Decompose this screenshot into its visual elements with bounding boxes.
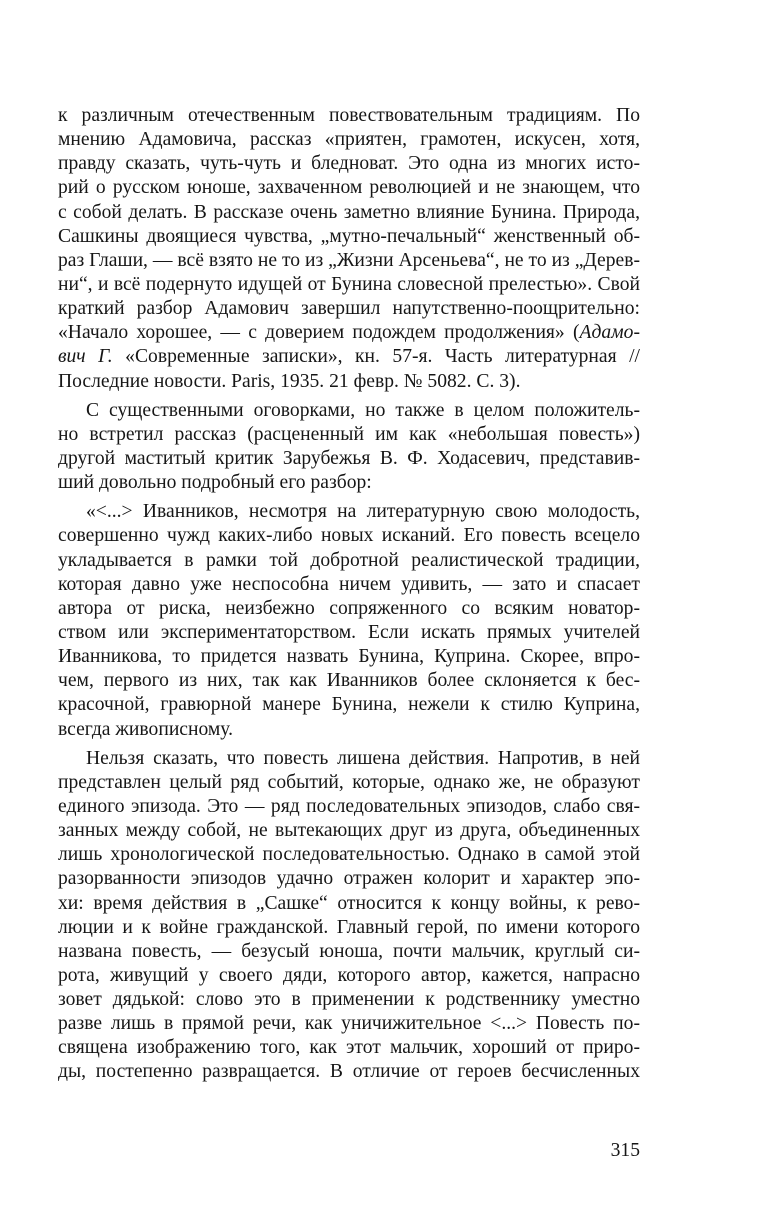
page-body	[58, 104, 640, 1085]
text-line: ший довольно подробный его разбор:	[58, 472, 372, 494]
text-line: лишь хронологической последовательностью. Однако в самой этой	[58, 844, 640, 866]
text-line: «<...> Иванников, несмотря на литературную свою молодость,	[86, 501, 640, 523]
text-line: красочной, гравюрной манере Бунина, нежели к стилю Куприна,	[58, 694, 640, 716]
text-line: разорванности эпизодов удачно отражен колорит и характер эпо-	[58, 868, 640, 890]
text-line: хи: время действия в „Сашке“ относится к концу войны, к рево-	[58, 892, 640, 914]
text-line: ды, постепенно развращается. В отличие от героев бесчисленных	[58, 1061, 640, 1083]
text-line: краткий разбор Адамович завершил напутственно-поощрительно:	[58, 298, 640, 320]
text-line: ством или экспериментаторством. Если искать прямых учителей	[58, 621, 640, 643]
text-line: занных между собой, не вытекающих друг из друга, объединенных	[58, 820, 640, 842]
text-line: рота, живущий у своего дяди, которого автор, кажется, напрасно	[58, 964, 640, 986]
text-line: но встретил рассказ (расцененный им как «небольшая повесть»)	[58, 423, 640, 445]
text-line: которая давно уже неспособна ничем удивить, — зато и спасает	[58, 573, 640, 595]
text-line: зовет дядькой: слово это в применении к родственнику уместно	[58, 989, 640, 1011]
text-line: вич Г. «Современные записки», кн. 57-я. Часть литературная //	[58, 346, 640, 368]
paragraph-2	[58, 399, 640, 496]
text-line: всегда живописному.	[58, 718, 234, 740]
text-line: ни“, и всё подернуто идущей от Бунина словесной прелестью». Свой	[58, 273, 640, 295]
text-line: к различным отечественным повествовательным традициям. По	[58, 105, 640, 126]
text-line: рий о русском юноше, захваченном революцией и не знающем, что	[58, 177, 640, 199]
text-line: единого эпизода. Это — ряд последовательных эпизодов, слабо свя-	[58, 795, 640, 817]
text-line: с собой делать. В рассказе очень заметно влияние Бунина. Природа,	[58, 201, 640, 223]
text-line: священа изображению того, как этот мальчик, хороший от приро-	[58, 1037, 640, 1059]
text-line: Последние новости. Paris, 1935. 21 февр. № 5082. С. 3).	[58, 370, 521, 392]
text-line: разве лишь в прямой речи, как уничижительное <...> Повесть по-	[58, 1013, 640, 1035]
text-line: другой маститый критик Зарубежья В. Ф. Ходасевич, представив-	[58, 447, 640, 469]
text-line: представлен целый ряд событий, которые, однако же, не образуют	[58, 771, 640, 793]
text-line: автора от риска, неизбежно сопряженного со всяким новатор-	[58, 597, 640, 619]
text-line: правду сказать, чуть-чуть и бледноват. Это одна из многих исто-	[58, 153, 640, 175]
text-line: совершенно чужд каких-либо новых исканий. Его повесть всецело	[58, 525, 640, 547]
text-line: «Начало хорошее, — с доверием подождем продолжения» (Адамо-	[58, 322, 640, 344]
text-line: укладывается в рамки той добротной реалистической традиции,	[58, 549, 640, 571]
quote-paragraph	[58, 500, 640, 741]
text-line: мнению Адамовича, рассказ «приятен, грамотен, искусен, хотя,	[58, 129, 640, 151]
text-line: Сашкины двоящиеся чувства, „мутно-печальный“ женственный об-	[58, 225, 640, 247]
text-line: Иванникова, то придется назвать Бунина, Куприна. Скорее, впро-	[58, 646, 640, 668]
text-line: раз Глаши, — всё взято не то из „Жизни Арсеньева“, не то из „Дерев-	[58, 249, 640, 271]
page-number: 315	[610, 1140, 640, 1161]
text-line: чем, первого из них, так как Иванников более склоняется к бес-	[58, 670, 640, 692]
paragraph-4	[58, 747, 640, 1085]
text-line: названа повесть, — безусый юноша, почти мальчик, круглый си-	[58, 940, 640, 962]
text-line: С существенными оговорками, но также в целом положитель-	[86, 399, 640, 421]
text-line: люции и к войне гражданской. Главный герой, по имени которого	[58, 916, 640, 938]
text-line: Нельзя сказать, что повесть лишена действия. Напротив, в ней	[86, 747, 640, 769]
paragraph-1	[58, 104, 640, 394]
